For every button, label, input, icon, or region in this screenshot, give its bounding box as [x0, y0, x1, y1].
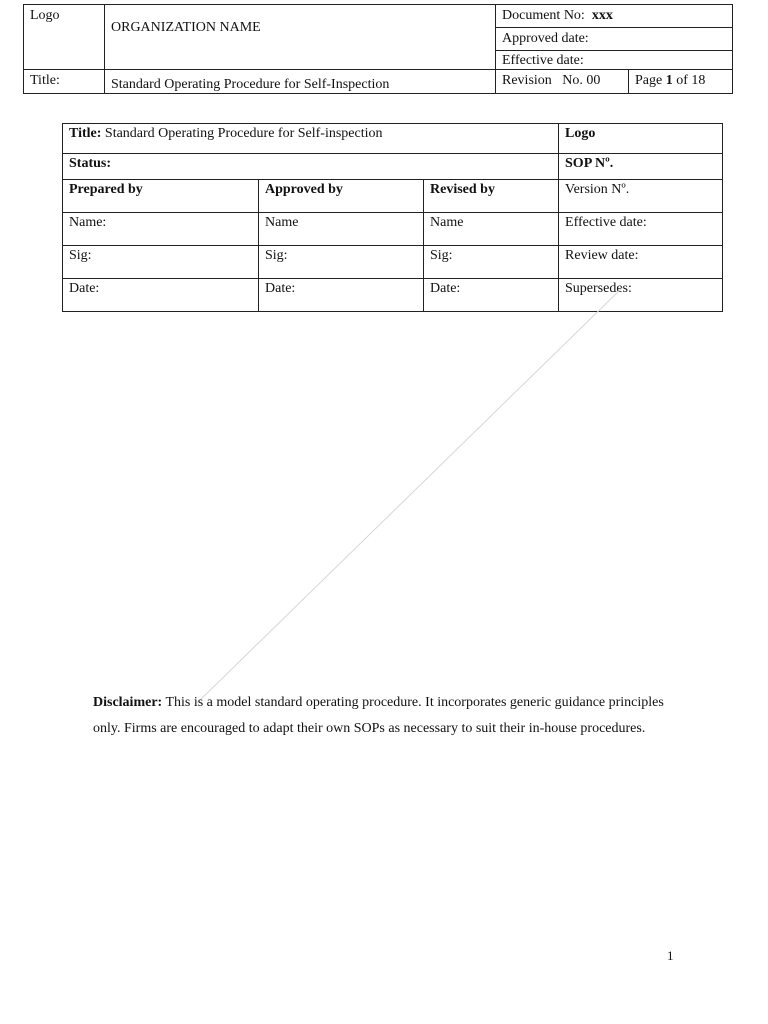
prepared-by-header: [63, 180, 259, 213]
table-row: [63, 213, 723, 246]
sop-no-cell: [559, 154, 723, 180]
page-label: Page: [635, 73, 663, 88]
revision-value: No. 00: [562, 73, 601, 88]
sop-title-value: Standard Operating Procedure for Self-inspection: [104, 126, 383, 141]
status-cell: [63, 154, 559, 180]
document-no-cell: [496, 5, 733, 28]
effective-date-cell: Effective date:: [559, 213, 723, 246]
header-title-label-cell: [24, 70, 105, 94]
signature-cell: Sig:: [424, 246, 559, 279]
document-header-table: [23, 4, 733, 94]
review-date-cell: Review date:: [559, 246, 723, 279]
revision-cell: [496, 70, 629, 94]
date-cell: Date:: [424, 279, 559, 312]
version-no-label: Version Nº.: [565, 182, 630, 197]
supersedes-cell: Supersedes:: [559, 279, 723, 312]
approved-date-cell: [496, 28, 733, 51]
header-logo: Logo: [30, 8, 60, 23]
disclaimer-text: This is a model standard operating procedure. It incorporates generic guidance principles only. Firms are encouraged to adapt their own SOPs as necessary to suit their in-house procedures.: [93, 695, 664, 736]
sop-title-label: Title:: [69, 126, 102, 141]
effective-date-cell: [496, 51, 733, 70]
document-no-value: xxx: [591, 8, 613, 23]
disclaimer-label: Disclaimer:: [93, 695, 163, 710]
version-no-cell: [559, 180, 723, 213]
sop-approval-table: [62, 123, 723, 312]
signature-cell: Sig:: [259, 246, 424, 279]
approved-by-header: [259, 180, 424, 213]
sop-logo: Logo: [565, 126, 596, 141]
name-cell: Name:: [63, 213, 259, 246]
revision-label: Revision: [502, 73, 552, 88]
approved-by-label: Approved by: [265, 182, 343, 197]
sop-title-cell: [63, 124, 559, 154]
date-cell: Date:: [259, 279, 424, 312]
prepared-by-label: Prepared by: [69, 182, 143, 197]
name-cell: Name: [424, 213, 559, 246]
organization-name-cell: [105, 5, 496, 70]
date-cell: Date:: [63, 279, 259, 312]
revised-by-header: [424, 180, 559, 213]
page-number: 1: [667, 948, 674, 963]
header-title-value: Standard Operating Procedure for Self-Inspection: [111, 77, 390, 92]
name-cell: Name: [259, 213, 424, 246]
header-title-value-cell: [105, 70, 496, 94]
page-of: of 18: [676, 73, 706, 88]
header-logo-cell: [24, 5, 105, 70]
disclaimer-paragraph: [93, 690, 673, 742]
document-no-label: Document No:: [502, 8, 585, 23]
approved-date-label: Approved date:: [502, 31, 589, 46]
table-row: [63, 246, 723, 279]
effective-date-label: Effective date:: [502, 53, 584, 68]
page-cell: [629, 70, 733, 94]
status-label: Status:: [69, 156, 112, 171]
signature-cell: Sig:: [63, 246, 259, 279]
sop-no-label: SOP Nº.: [565, 156, 614, 171]
organization-name: ORGANIZATION NAME: [111, 20, 261, 35]
revised-by-label: Revised by: [430, 182, 495, 197]
header-title-label: Title:: [30, 73, 60, 88]
page-current: 1: [665, 73, 673, 88]
faint-diagonal-line: [195, 285, 625, 705]
sop-logo-cell: [559, 124, 723, 154]
